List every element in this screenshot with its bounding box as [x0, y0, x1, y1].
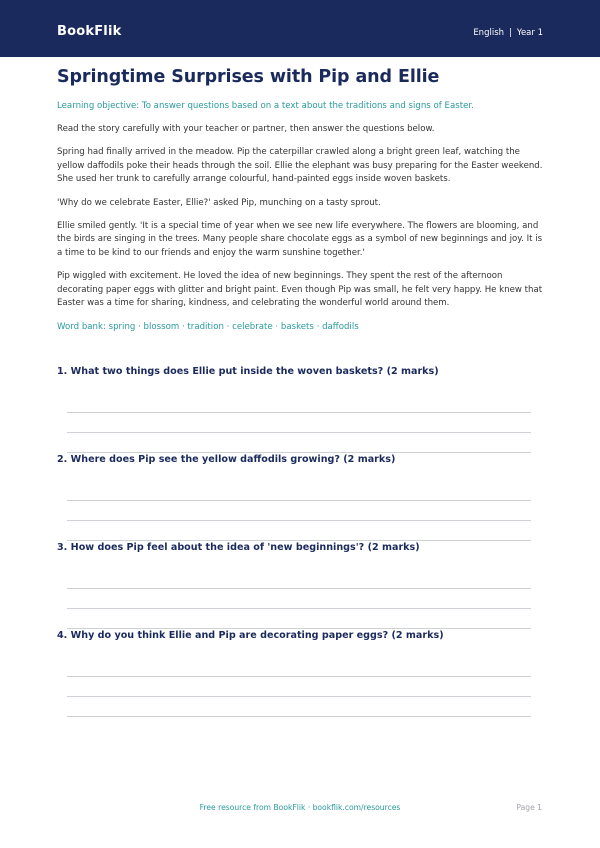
footer-credit[interactable]: Free resource from BookFlik · bookflik.com/resources	[199, 803, 401, 812]
question-text: 4. Why do you think Ellie and Pip are decorating paper eggs? (2 marks)	[57, 630, 444, 641]
subject-label: English	[473, 28, 505, 38]
question-text: 3. How does Pip feel about the idea of 'new beginnings'? (2 marks)	[57, 542, 420, 553]
answer-line[interactable]	[67, 520, 531, 521]
answer-line[interactable]	[67, 716, 531, 717]
answer-line[interactable]	[67, 412, 531, 413]
answer-line[interactable]	[67, 500, 531, 501]
word-bank: Word bank: spring · blossom · tradition · celebrate · baskets · daffodils	[57, 322, 359, 333]
question-4	[57, 629, 543, 643]
answer-line[interactable]	[67, 608, 531, 609]
breadcrumb-separator: |	[509, 28, 512, 38]
answer-line[interactable]	[67, 696, 531, 697]
page-number: Page 1	[516, 803, 542, 812]
question-2	[57, 453, 543, 467]
story-paragraph: 'Why do we celebrate Easter, Ellie?' asked Pip, munching on a tasty sprout.	[57, 197, 381, 208]
question-3	[57, 541, 543, 555]
worksheet-body	[57, 64, 547, 334]
answer-line[interactable]	[67, 676, 531, 677]
story-paragraph: Ellie smiled gently. 'It is a special time of year when we see new life everywhere. The flowers are blooming, and the birds are singing in the trees. Many people share chocolate eggs as a symbol of new beginnings and joy. It is a time to be kind to our friends and enjoy the warm sunshine together.'	[57, 221, 543, 258]
question-1	[57, 365, 543, 379]
brand-logo[interactable]: BookFlik	[57, 24, 122, 39]
page-title: Springtime Surprises with Pip and Ellie	[57, 67, 440, 87]
learning-objective: Learning objective: To answer questions based on a text about the traditions and signs of Easter.	[57, 101, 474, 111]
answer-line[interactable]	[67, 588, 531, 589]
answer-line[interactable]	[67, 432, 531, 433]
instructions: Read the story carefully with your teacher or partner, then answer the questions below.	[57, 124, 435, 134]
story-paragraph: Pip wiggled with excitement. He loved the idea of new beginnings. They spent the rest of the afternoon decorating paper eggs with glitter and bright paint. Even though Pip was small, he felt very happy. He knew that Easter was a time for sharing, kindness, and celebrating the wonderful world around them.	[57, 271, 543, 309]
year-label: Year 1	[516, 28, 543, 38]
story-paragraph: Spring had finally arrived in the meadow. Pip the caterpillar crawled along a bright green leaf, watching the yellow daffodils poke their heads through the soil. Ellie the elephant was busy preparing for the Easter weekend. She used her trunk to carefully arrange colourful, hand-painted eggs inside woven baskets.	[57, 147, 543, 185]
question-text: 2. Where does Pip see the yellow daffodils growing? (2 marks)	[57, 454, 396, 465]
header-bar	[0, 0, 600, 57]
question-text: 1. What two things does Ellie put inside the woven baskets? (2 marks)	[57, 366, 439, 377]
subject-breadcrumb	[473, 27, 543, 39]
